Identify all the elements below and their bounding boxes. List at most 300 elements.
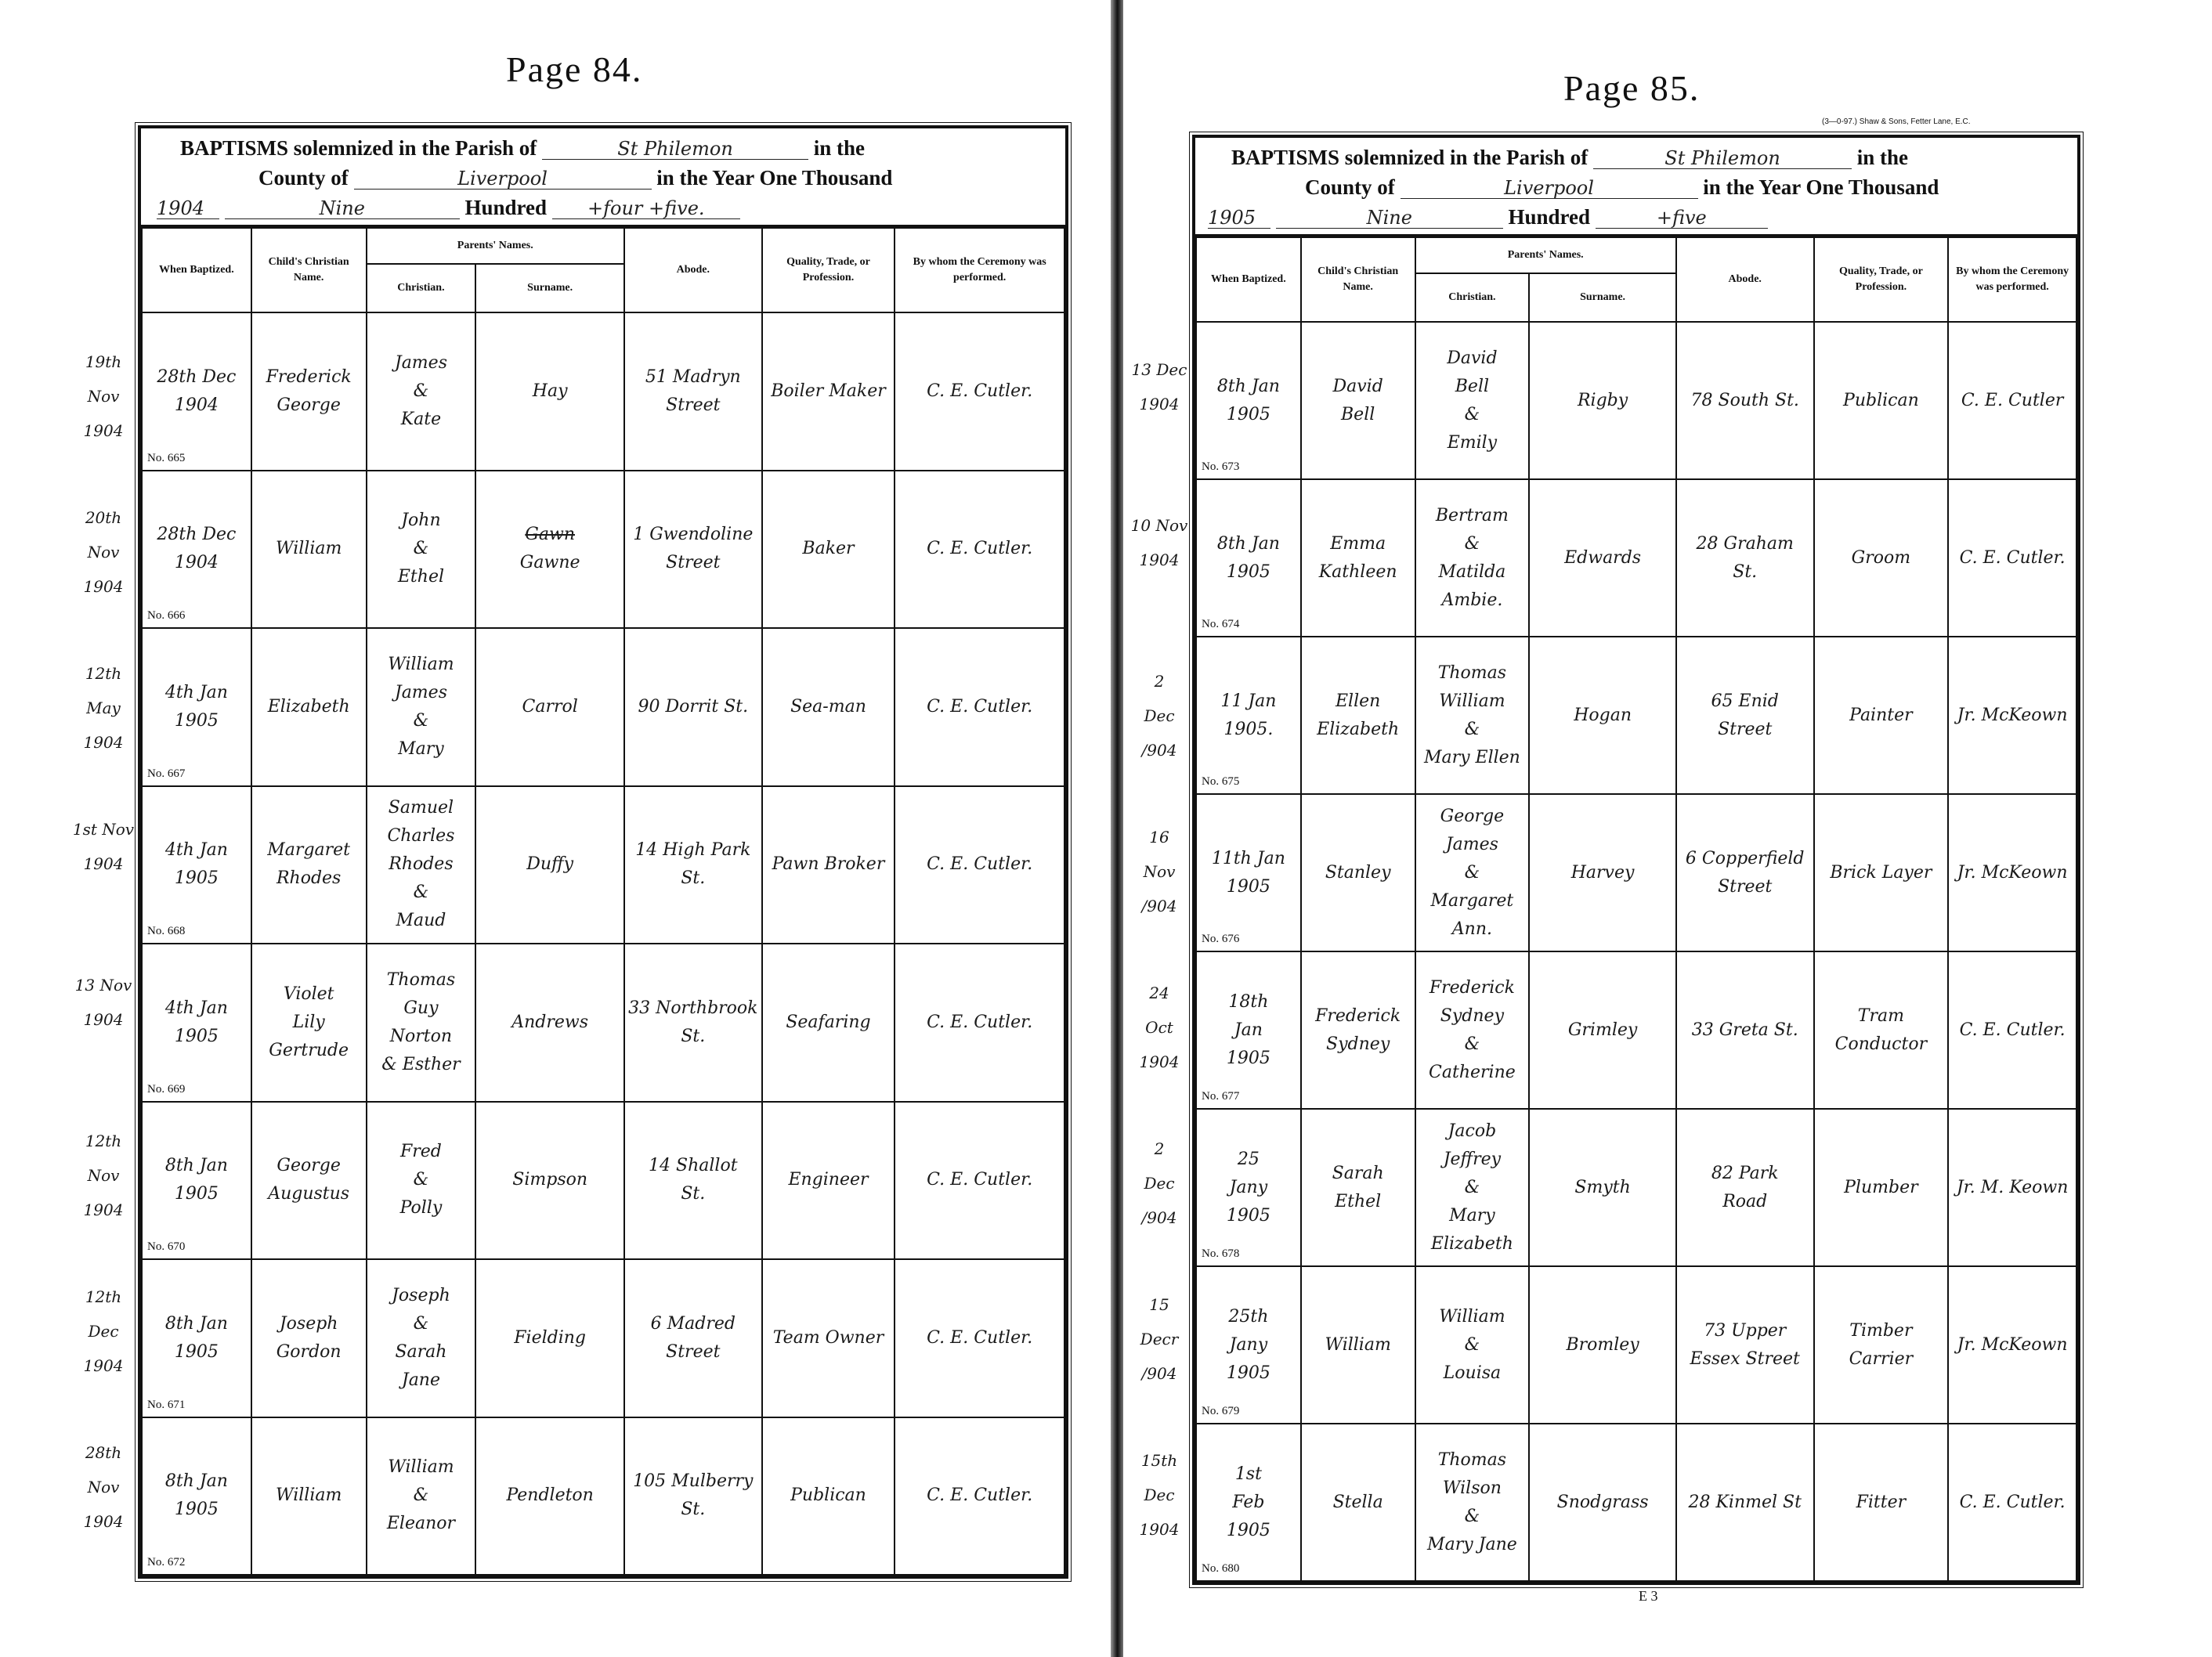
abode-cell: [624, 1102, 762, 1260]
when-baptized-text: 25 Jany 1905: [1226, 1149, 1270, 1226]
baptism-register-left: [141, 227, 1065, 1576]
parents-christian-cell: [367, 1417, 476, 1576]
surname-cell: [475, 786, 624, 944]
child-name-text: Margaret Rhodes: [267, 840, 351, 889]
surname-text: Hogan: [1574, 705, 1632, 725]
officiant-text: C. E. Cutler.: [1959, 547, 2066, 568]
parents-christian-cell: [1415, 322, 1530, 479]
officiant-cell: [895, 1102, 1064, 1260]
register-entry-row: [142, 1417, 1064, 1576]
child-name-cell: [251, 628, 367, 786]
profession-cell: [1814, 1266, 1949, 1424]
child-name-text: George Augustus: [268, 1156, 350, 1204]
margin-registration-date: 12th May 1904: [83, 664, 124, 752]
surname-text: Snodgrass: [1556, 1492, 1649, 1512]
child-name-cell: [251, 1102, 367, 1260]
officiant-text: C. E. Cutler.: [927, 1170, 1033, 1190]
officiant-cell: [1948, 951, 2076, 1109]
when-baptized-text: 4th Jan 1905: [164, 840, 228, 889]
abode-text: 73 Upper Essex Street: [1690, 1320, 1800, 1369]
officiant-text: C. E. Cutler.: [1959, 1492, 2066, 1512]
child-name-text: Joseph Gordon: [276, 1313, 342, 1362]
officiant-cell: [1948, 637, 2076, 794]
child-name-cell: [1301, 1424, 1415, 1581]
surname-cell: [475, 1417, 624, 1576]
entry-number: No. 667: [147, 767, 186, 780]
abode-text: 28 Graham St.: [1696, 533, 1794, 582]
hundred-prefix-field: Nine: [1276, 208, 1503, 229]
profession-cell: [762, 628, 895, 786]
parents-christian-cell: [367, 312, 476, 471]
when-baptized-text: 25th Jany 1905: [1226, 1306, 1270, 1383]
in-the-label: in the: [813, 136, 866, 160]
parents-christian-text: William & Eleanor: [386, 1457, 456, 1534]
entry-number: No. 668: [147, 925, 186, 937]
abode-text: 33 Northbrook St.: [628, 998, 758, 1046]
surname-cell: [1529, 1109, 1676, 1266]
surname-text: Rigby: [1577, 390, 1628, 410]
when-baptized-cell: [1196, 1424, 1301, 1581]
hundred-label: Hundred: [1508, 205, 1591, 229]
entry-number: No. 678: [1202, 1247, 1240, 1260]
child-name-text: Ellen Elizabeth: [1317, 691, 1400, 739]
abode-cell: [1676, 1109, 1814, 1266]
entry-number: No. 666: [147, 609, 186, 622]
profession-text: Timber Carrier: [1849, 1320, 1914, 1369]
col-parents: Parents' Names.: [367, 228, 624, 264]
parents-christian-text: William & Louisa: [1439, 1306, 1505, 1383]
officiant-cell: [1948, 322, 2076, 479]
parents-christian-cell: [1415, 479, 1530, 637]
footer-mark: E 3: [1639, 1588, 1658, 1604]
baptisms-label: BAPTISMS solemnized in the Parish of: [1231, 146, 1589, 169]
abode-text: 82 Park Road: [1711, 1163, 1779, 1211]
profession-text: Painter: [1849, 705, 1913, 725]
margin-registration-date: 24 Oct 1904: [1139, 984, 1180, 1071]
officiant-text: C. E. Cutler.: [927, 381, 1033, 401]
abode-text: 51 Madryn Street: [645, 366, 741, 415]
profession-text: Plumber: [1844, 1177, 1918, 1197]
when-baptized-cell: [142, 1102, 251, 1260]
entry-number: No. 670: [147, 1240, 186, 1253]
profession-text: Engineer: [788, 1170, 869, 1190]
profession-text: Pawn Broker: [772, 854, 885, 875]
parents-christian-cell: [367, 944, 476, 1102]
when-baptized-cell: [1196, 1266, 1301, 1424]
parents-christian-cell: [367, 1259, 476, 1417]
register-header-right: [1195, 138, 2077, 236]
abode-text: 28 Kinmel St: [1688, 1492, 1802, 1512]
child-name-cell: [1301, 637, 1415, 794]
margin-registration-date: 28th Nov 1904: [83, 1443, 124, 1531]
register-entry-row: [1196, 322, 2076, 479]
when-baptized-cell: [142, 1259, 251, 1417]
margin-registration-date: 13 Nov 1904: [74, 976, 132, 1029]
when-baptized-cell: [1196, 951, 1301, 1109]
parents-christian-text: Jacob Jeffrey & Mary Elizabeth: [1430, 1121, 1513, 1254]
officiant-cell: [895, 786, 1064, 944]
abode-text: 78 South St.: [1690, 390, 1799, 410]
register-entry-row: [1196, 1109, 2076, 1266]
when-baptized-cell: [142, 944, 251, 1102]
register-page-left: [138, 125, 1068, 1579]
margin-registration-date: 1st Nov 1904: [72, 820, 135, 873]
surname-text: Harvey: [1570, 862, 1635, 883]
child-name-text: William: [275, 1486, 342, 1506]
printer-note: (3—0-97.) Shaw & Sons, Fetter Lane, E.C.: [1822, 117, 1971, 126]
margin-registration-date: 2 Dec /904: [1141, 672, 1177, 760]
abode-text: 6 Madred Street: [650, 1313, 736, 1362]
officiant-text: Jr. M. Keown: [1956, 1177, 2069, 1197]
abode-text: 1 Gwendoline Street: [633, 525, 754, 573]
entry-number: No. 679: [1202, 1405, 1240, 1417]
year-label: in the Year One Thousand: [1703, 175, 1939, 199]
officiant-cell: [1948, 1424, 2076, 1581]
parents-christian-cell: [367, 628, 476, 786]
surname-cell: [475, 1102, 624, 1260]
parish-field: St Philemon: [542, 139, 808, 160]
abode-cell: [1676, 794, 1814, 951]
register-entry-row: [142, 471, 1064, 629]
margin-registration-date: 13 Dec 1904: [1131, 360, 1187, 413]
when-baptized-text: 4th Jan 1905: [164, 682, 228, 731]
year-written: 1905: [1208, 208, 1270, 229]
when-baptized-text: 28th Dec 1904: [157, 525, 237, 573]
officiant-cell: [895, 1417, 1064, 1576]
officiant-cell: [1948, 1109, 2076, 1266]
register-entry-row: [142, 786, 1064, 944]
profession-text: Publican: [1843, 390, 1919, 410]
entry-number: No. 672: [147, 1556, 186, 1569]
col-abode: Abode.: [1676, 237, 1814, 322]
abode-cell: [624, 471, 762, 629]
parents-christian-cell: [367, 1102, 476, 1260]
entry-number: No. 677: [1202, 1090, 1240, 1103]
register-entry-row: [1196, 1424, 2076, 1581]
parents-christian-text: John & Ethel: [397, 511, 444, 587]
col-christian: Christian.: [1415, 273, 1530, 322]
surname-cell: [475, 1259, 624, 1417]
profession-cell: [1814, 1109, 1949, 1266]
when-baptized-text: 28th Dec 1904: [157, 366, 237, 415]
register-entry-row: [142, 944, 1064, 1102]
when-baptized-cell: [1196, 1109, 1301, 1266]
col-when: When Baptized.: [142, 228, 251, 312]
register-entry-row: [142, 628, 1064, 786]
abode-text: 33 Greta St.: [1691, 1020, 1798, 1040]
abode-cell: [1676, 637, 1814, 794]
register-entry-row: [142, 1102, 1064, 1260]
when-baptized-text: 8th Jan 1905: [164, 1156, 228, 1204]
surname-cell: [475, 312, 624, 471]
surname-text: Simpson: [512, 1170, 588, 1190]
abode-text: 65 Enid Street: [1711, 691, 1779, 739]
col-quality: Quality, Trade, or Profession.: [1814, 237, 1949, 322]
surname-cell: [1529, 479, 1676, 637]
surname-cell: [1529, 1266, 1676, 1424]
officiant-text: C. E. Cutler.: [927, 1486, 1033, 1506]
parents-christian-cell: [1415, 1109, 1530, 1266]
parents-christian-cell: [1415, 794, 1530, 951]
surname-text: Smyth: [1574, 1177, 1631, 1197]
parents-christian-text: Thomas Wilson & Mary Jane: [1427, 1449, 1517, 1554]
child-name-cell: [251, 471, 367, 629]
abode-cell: [1676, 1266, 1814, 1424]
col-by-whom: By whom the Ceremony was performed.: [1948, 237, 2076, 322]
officiant-text: Jr. McKeown: [1957, 862, 2068, 883]
when-baptized-cell: [1196, 637, 1301, 794]
child-name-cell: [251, 944, 367, 1102]
when-baptized-text: 8th Jan 1905: [1216, 533, 1280, 582]
page-title-right: Page 85.: [1563, 68, 1701, 108]
surname-cell: [475, 944, 624, 1102]
parents-christian-cell: [1415, 637, 1530, 794]
when-baptized-cell: [142, 312, 251, 471]
abode-text: 6 Copperfield Street: [1685, 848, 1805, 897]
in-the-label: in the: [1856, 146, 1909, 169]
surname-cell: [1529, 322, 1676, 479]
abode-text: 14 High Park St.: [635, 840, 751, 889]
register-entry-row: [1196, 1266, 2076, 1424]
entry-number: No. 671: [147, 1398, 186, 1411]
parents-christian-text: George James & Margaret Ann.: [1430, 806, 1514, 939]
when-baptized-text: 8th Jan 1905: [164, 1313, 228, 1362]
officiant-text: C. E. Cutler.: [927, 539, 1033, 559]
profession-cell: [1814, 322, 1949, 479]
abode-cell: [1676, 951, 1814, 1109]
when-baptized-cell: [1196, 794, 1301, 951]
child-name-cell: [1301, 794, 1415, 951]
book-gutter: [1111, 0, 1123, 1657]
when-baptized-cell: [142, 1417, 251, 1576]
profession-text: Brick Layer: [1830, 862, 1932, 883]
child-name-cell: [1301, 322, 1415, 479]
profession-text: Baker: [802, 539, 855, 559]
officiant-cell: [1948, 794, 2076, 951]
profession-text: Tram Conductor: [1834, 1005, 1928, 1054]
child-name-text: Sarah Ethel: [1332, 1163, 1384, 1211]
entry-number: No. 674: [1202, 618, 1240, 630]
entry-number: No. 673: [1202, 460, 1240, 473]
col-child: Child's Christian Name.: [1301, 237, 1415, 322]
parents-christian-text: Thomas William & Mary Ellen: [1423, 662, 1520, 767]
parents-christian-cell: [367, 471, 476, 629]
profession-cell: [762, 944, 895, 1102]
child-name-text: Elizabeth: [267, 696, 350, 717]
abode-cell: [624, 786, 762, 944]
profession-text: Groom: [1851, 547, 1911, 568]
surname-text: Edwards: [1564, 547, 1642, 568]
parents-christian-text: James & Kate: [394, 352, 447, 429]
col-by-whom: By whom the Ceremony was performed.: [895, 228, 1064, 312]
register-entry-row: [142, 312, 1064, 471]
col-child: Child's Christian Name.: [251, 228, 367, 312]
when-baptized-text: 4th Jan 1905: [164, 998, 228, 1046]
baptisms-label: BAPTISMS solemnized in the Parish of: [180, 136, 537, 160]
when-baptized-cell: [142, 471, 251, 629]
profession-cell: [1814, 1424, 1949, 1581]
struck-surname: Gawn: [525, 525, 575, 545]
hundred-prefix-field: Nine: [225, 198, 460, 219]
page-title-left: Page 84.: [506, 49, 643, 89]
entry-number: No. 665: [147, 451, 186, 464]
abode-cell: [624, 944, 762, 1102]
profession-text: Team Owner: [772, 1327, 884, 1348]
profession-text: Boiler Maker: [771, 381, 886, 401]
surname-text: Bromley: [1566, 1334, 1639, 1355]
surname-text: Carrol: [522, 696, 578, 717]
surname-cell: [1529, 637, 1676, 794]
child-name-cell: [1301, 479, 1415, 637]
surname-cell: [1529, 1424, 1676, 1581]
when-baptized-cell: [142, 786, 251, 944]
child-name-text: Emma Kathleen: [1318, 533, 1397, 582]
margin-registration-date: 15th Dec 1904: [1139, 1451, 1180, 1539]
profession-cell: [762, 471, 895, 629]
entry-number: No. 675: [1202, 775, 1240, 788]
officiant-text: Jr. McKeown: [1957, 705, 2068, 725]
parents-christian-text: Joseph & Sarah Jane: [392, 1285, 450, 1390]
parents-christian-text: Thomas Guy Norton & Esther: [381, 969, 461, 1074]
hundred-suffix-field: +five: [1596, 208, 1768, 229]
when-baptized-text: 8th Jan 1905: [1216, 376, 1280, 424]
register-entry-row: [1196, 794, 2076, 951]
abode-cell: [624, 628, 762, 786]
margin-registration-date: 12th Dec 1904: [83, 1287, 124, 1375]
surname-text: Pendleton: [506, 1486, 594, 1506]
surname-text: Andrews: [511, 1012, 589, 1032]
when-baptized-text: 18th Jan 1905: [1226, 991, 1270, 1068]
officiant-text: Jr. McKeown: [1957, 1334, 2068, 1355]
abode-text: 90 Dorrit St.: [638, 696, 749, 717]
officiant-text: C. E. Cutler: [1961, 390, 2064, 410]
profession-cell: [762, 312, 895, 471]
child-name-cell: [251, 1417, 367, 1576]
child-name-text: Stella: [1332, 1492, 1383, 1512]
entry-number: No. 676: [1202, 933, 1240, 945]
officiant-cell: [895, 628, 1064, 786]
parish-field: St Philemon: [1593, 148, 1852, 169]
parents-christian-cell: [1415, 1424, 1530, 1581]
register-header-left: [141, 128, 1065, 227]
abode-text: 14 Shallot St.: [649, 1156, 738, 1204]
profession-text: Fitter: [1856, 1492, 1907, 1512]
when-baptized-text: 11 Jan 1905.: [1220, 691, 1277, 739]
profession-cell: [762, 1417, 895, 1576]
abode-cell: [1676, 479, 1814, 637]
col-quality: Quality, Trade, or Profession.: [762, 228, 895, 312]
abode-cell: [624, 312, 762, 471]
parents-christian-text: William James & Mary: [388, 654, 454, 759]
profession-cell: [1814, 637, 1949, 794]
officiant-cell: [895, 471, 1064, 629]
county-label: County of: [258, 166, 349, 190]
child-name-text: William: [1325, 1334, 1391, 1355]
officiant-cell: [1948, 479, 2076, 637]
parents-christian-text: Fred & Polly: [399, 1142, 443, 1218]
child-name-text: Violet Lily Gertrude: [269, 984, 349, 1060]
register-entry-row: [1196, 479, 2076, 637]
officiant-text: C. E. Cutler.: [927, 854, 1033, 875]
baptism-register-right: [1195, 236, 2077, 1582]
parents-christian-text: Bertram & Matilda Ambie.: [1435, 505, 1509, 610]
margin-registration-date: 20th Nov 1904: [83, 508, 124, 596]
profession-text: Publican: [790, 1486, 866, 1506]
when-baptized-cell: [1196, 322, 1301, 479]
hundred-label: Hundred: [464, 196, 548, 219]
child-name-cell: [251, 786, 367, 944]
margin-registration-date: 15 Decr /904: [1140, 1295, 1179, 1383]
profession-cell: [1814, 794, 1949, 951]
abode-cell: [1676, 1424, 1814, 1581]
year-written: 1904: [157, 198, 219, 219]
officiant-text: C. E. Cutler.: [927, 1327, 1033, 1348]
child-name-cell: [251, 312, 367, 471]
officiant-text: C. E. Cutler.: [1959, 1020, 2066, 1040]
surname-text: Hay: [532, 381, 568, 401]
col-surname: Surname.: [1529, 273, 1676, 322]
officiant-cell: [895, 1259, 1064, 1417]
child-name-text: Frederick George: [266, 366, 352, 415]
parents-christian-cell: [1415, 951, 1530, 1109]
county-label: County of: [1305, 175, 1395, 199]
col-abode: Abode.: [624, 228, 762, 312]
entry-number: No. 680: [1202, 1562, 1240, 1575]
child-name-text: David Bell: [1332, 376, 1383, 424]
child-name-cell: [1301, 1266, 1415, 1424]
when-baptized-cell: [1196, 479, 1301, 637]
county-field: Liverpool: [1401, 178, 1698, 199]
surname-text: Duffy: [526, 854, 574, 875]
profession-text: Sea-man: [790, 696, 866, 717]
parents-christian-cell: [367, 786, 476, 944]
abode-cell: [624, 1259, 762, 1417]
surname-text: Grimley: [1567, 1020, 1638, 1040]
when-baptized-text: 1st Feb 1905: [1226, 1464, 1270, 1540]
hundred-suffix-field: +four +five.: [552, 198, 740, 219]
officiant-text: C. E. Cutler.: [927, 696, 1033, 717]
when-baptized-cell: [142, 628, 251, 786]
margin-registration-date: 2 Dec /904: [1141, 1139, 1177, 1227]
surname-cell: [1529, 794, 1676, 951]
officiant-cell: [895, 312, 1064, 471]
parents-christian-text: David Bell & Emily: [1447, 348, 1498, 453]
officiant-cell: [1948, 1266, 2076, 1424]
officiant-cell: [895, 944, 1064, 1102]
parents-christian-text: Samuel Charles Rhodes & Maud: [387, 798, 455, 931]
abode-cell: [1676, 322, 1814, 479]
child-name-cell: [1301, 951, 1415, 1109]
when-baptized-text: 8th Jan 1905: [164, 1471, 228, 1520]
surname-cell: [475, 471, 624, 629]
col-when: When Baptized.: [1196, 237, 1301, 322]
officiant-text: C. E. Cutler.: [927, 1012, 1033, 1032]
year-label: in the Year One Thousand: [656, 166, 893, 190]
abode-text: 105 Mulberry St.: [633, 1471, 754, 1520]
child-name-text: William: [275, 539, 342, 559]
surname-value: Gawne: [519, 553, 580, 573]
profession-cell: [762, 1102, 895, 1260]
child-name-text: Stanley: [1325, 862, 1391, 883]
child-name-text: Frederick Sydney: [1315, 1005, 1401, 1054]
col-surname: Surname.: [475, 264, 624, 312]
profession-cell: [1814, 951, 1949, 1109]
county-field: Liverpool: [354, 168, 652, 190]
col-parents: Parents' Names.: [1415, 237, 1676, 273]
profession-cell: [762, 786, 895, 944]
surname-text: [476, 521, 623, 577]
parents-christian-text: Frederick Sydney & Catherine: [1429, 977, 1516, 1082]
